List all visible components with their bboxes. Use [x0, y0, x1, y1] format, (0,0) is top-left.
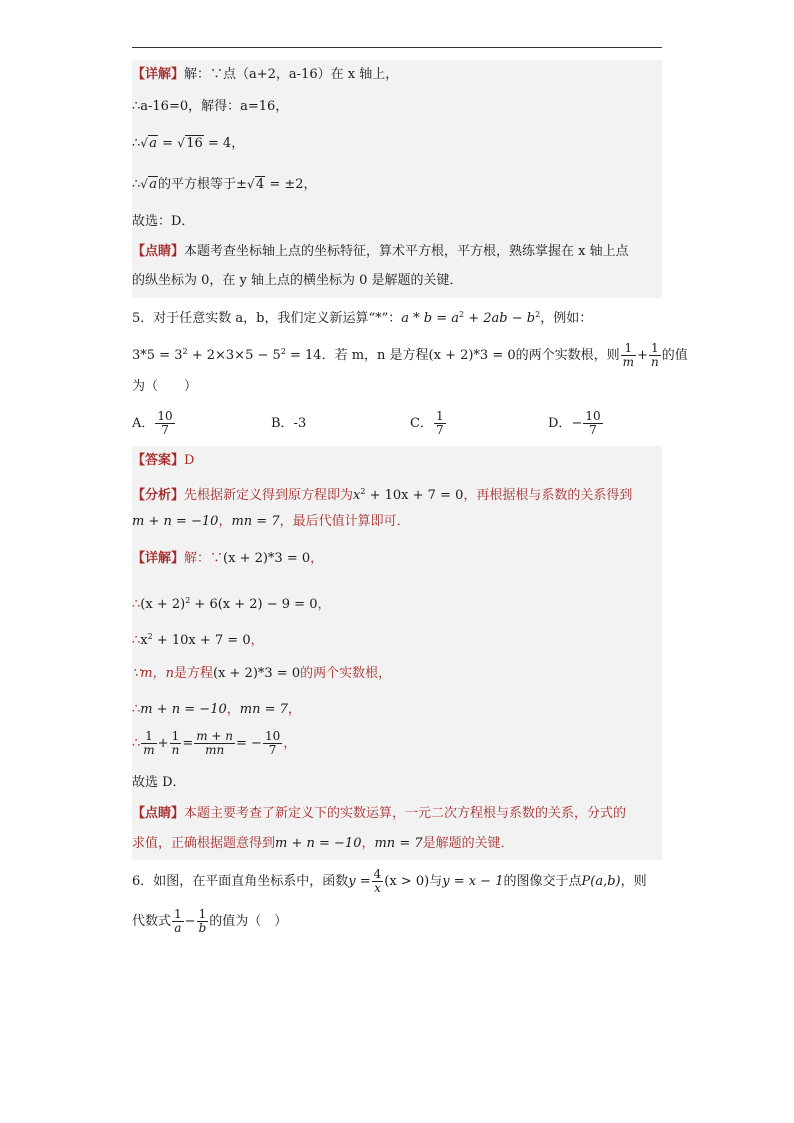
sqrt-16: √ 16	[177, 133, 204, 155]
comment5-line-2: 求值，正确根据题意得到m + n = −10，mn = 7是解题的关键．	[132, 836, 514, 851]
detail5-line-1: 【详解】解：∵(x + 2)*3 = 0，	[132, 551, 324, 566]
detail5-tag: 【详解】	[132, 551, 185, 566]
header-rule	[132, 47, 662, 48]
detail-line-5: 故选：D．	[132, 214, 195, 229]
detail-line-3: ∴√ a = √ 16 = 4，	[132, 133, 662, 155]
q6-line-2: 代数式 $\frac{1}{a}$ − $\frac{1}{b}$ 的值为（ ）	[132, 907, 288, 935]
detail5-line-2: ∴(x + 2)$^2$ + 6(x + 2) − 9 = 0，	[132, 596, 331, 612]
detail-line-1: 【详解】解：∵点（a+2，a-16）在 x 轴上，	[132, 67, 399, 82]
option-d[interactable]: D．− $\frac{10}{7}$	[548, 409, 601, 437]
q5-options	[132, 406, 662, 442]
comment5-tag: 【点睛】	[132, 806, 185, 821]
answer-line: 【答案】D	[132, 453, 195, 468]
comment5-line-1: 【点睛】本题主要考查了新定义下的实数运算，一元二次方程根与系数的关系，分式的	[132, 806, 627, 821]
q5-line-1: 5．对于任意实数 a，b，我们定义新运算“*”：$a * b = a^2 + 2ab - b^2$，例如：	[132, 310, 593, 326]
comment-tag: 【点睛】	[132, 244, 185, 259]
sqrt-4: √ 4	[247, 174, 265, 196]
detail-line-4: ∴√ a的平方根等于±√ 4 = ±2，	[132, 174, 662, 196]
analysis-line-1: 【分析】先根据新定义得到原方程即为$x^2 + 10x + 7 = 0$，再根据根与系数的关系得到	[132, 487, 633, 503]
option-a[interactable]: A． $\frac{10}{7}$	[132, 409, 173, 437]
solution-block-q5	[132, 446, 662, 860]
detail5-line-5: ∴m + n = −10，mn = 7，	[132, 702, 301, 717]
detail5-line-4: ∵m，n是方程(x + 2)*3 = 0的两个实数根，	[132, 666, 392, 681]
comment-line-1: 【点睛】本题考查坐标轴上点的坐标特征，算术平方根，平方根，熟练掌握在 x 轴上点	[132, 244, 629, 259]
q6-line-1: 6．如图，在平面直角坐标系中，函数y = $\frac{4}{x}$ (x > 0)与y = x − 1的图像交于点P(a,b)，则	[132, 867, 647, 895]
detail5-line-3: $\therefore x^2 + 10x + 7 = 0$，	[132, 632, 264, 648]
fraction-1-over-n: $\frac{1}{n}$	[650, 341, 659, 369]
detail5-line-7: 故选 D．	[132, 775, 186, 790]
option-b[interactable]: B．-3	[271, 416, 307, 431]
answer-tag: 【答案】	[132, 453, 185, 468]
q5-line-3: 为（ ）	[132, 379, 198, 394]
q5-line-2: $3*5 = 3^2 + 2\times 3\times 5 - 5^2 = 14$．若 m，n 是方程(x + 2)*3 = 0的两个实数根，则 $\frac{1}{m}$ + $\frac{1}{n}$ 的值	[132, 341, 688, 369]
sqrt-a: √ a	[140, 133, 158, 155]
detail5-line-6: ∴ $\frac{1}{m}$ + $\frac{1}{n}$ = $\frac{m + n}{mn}$ = − $\frac{10}{7}$ ，	[132, 729, 297, 757]
detail-line-2: ∴a-16=0，解得：a=16，	[132, 99, 289, 114]
analysis-tag: 【分析】	[132, 488, 185, 503]
sqrt-a-2: √ a	[140, 174, 158, 196]
detail-tag: 【详解】	[132, 67, 185, 82]
analysis-line-2: m + n = −10，mn = 7，最后代值计算即可．	[132, 514, 410, 529]
fraction-1-over-m: $\frac{1}{m}$	[622, 341, 635, 369]
option-c[interactable]: C． $\frac{1}{7}$	[410, 409, 444, 437]
comment-line-2: 的纵坐标为 0，在 y 轴上点的横坐标为 0 是解题的关键．	[132, 273, 463, 288]
